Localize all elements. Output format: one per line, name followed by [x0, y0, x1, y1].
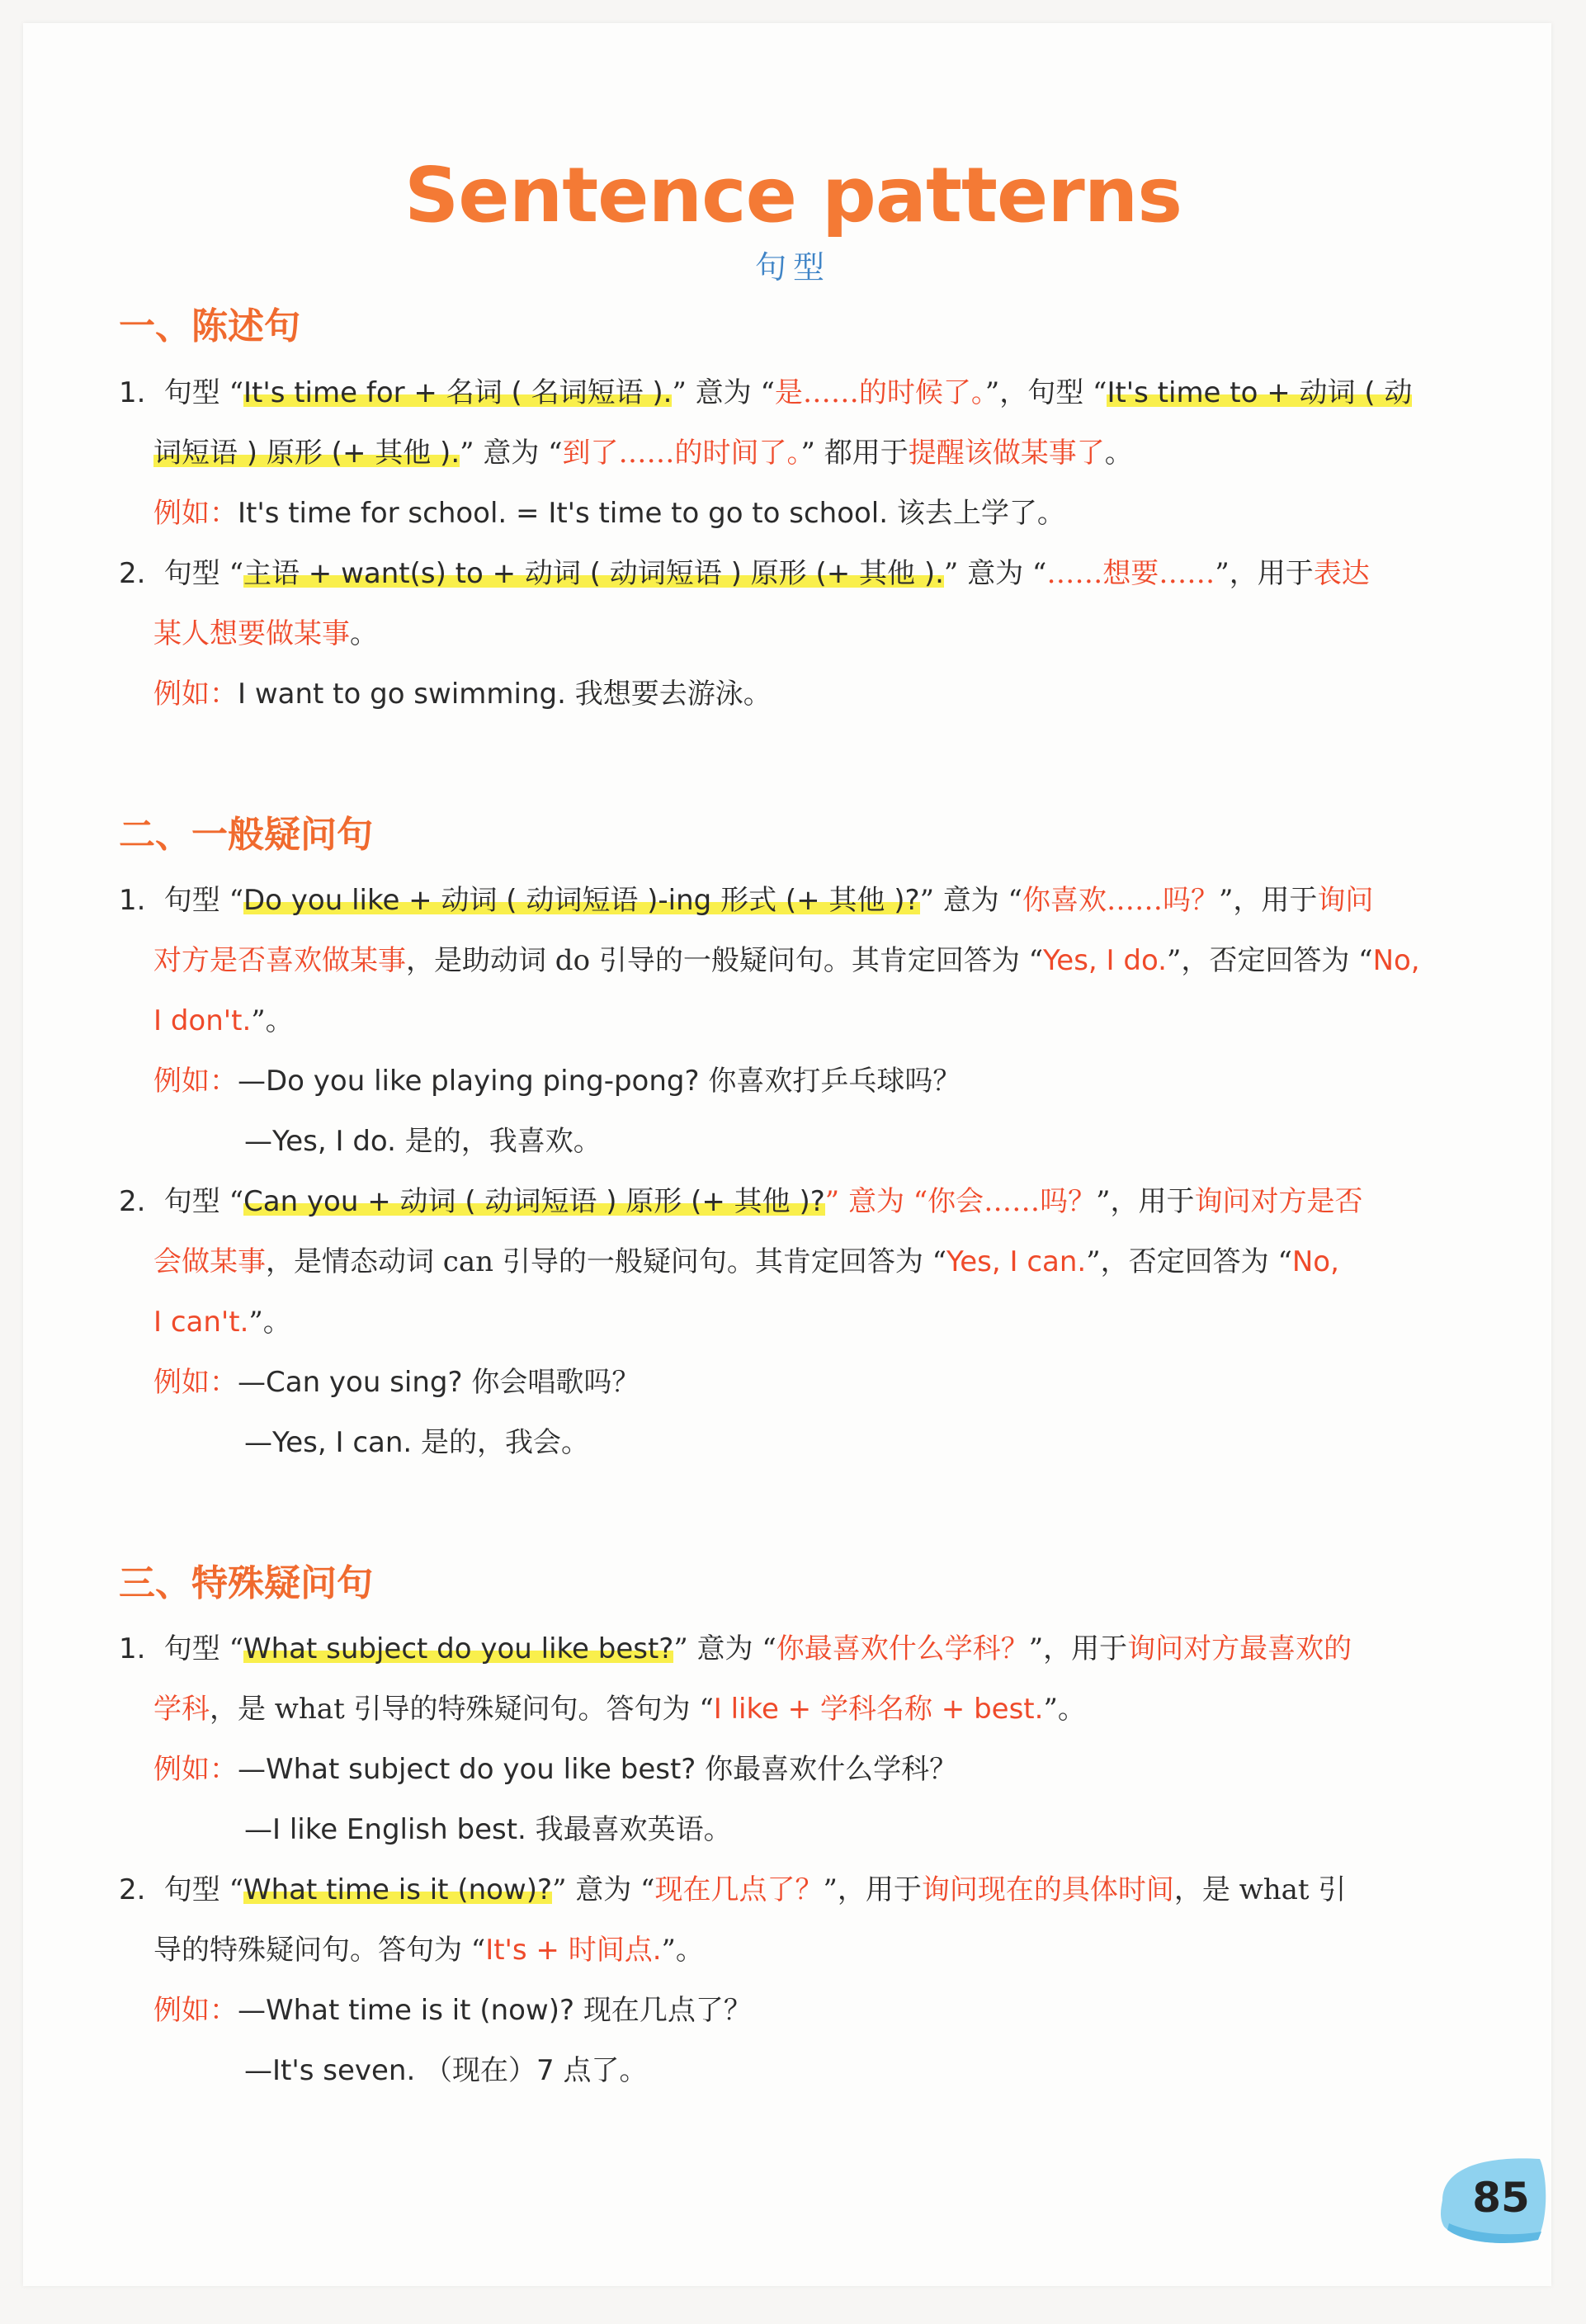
s3-item2-line1: 2. 句型 “What time is it (now)?” 意为 “现在几点了？”，用于询问现在的具体时间，是 what 引: [119, 1873, 1347, 1906]
s3-item1-line1: 1. 句型 “What subject do you like best?” 意为 “你最喜欢什么学科？”，用于询问对方最喜欢的: [119, 1632, 1352, 1665]
page-subtitle: 句型: [754, 249, 831, 286]
s1-item1-line2: 词短语 ) 原形 (+ 其他 ).” 意为 “到了……的时间了。” 都用于提醒该做某事了。: [153, 437, 1133, 470]
s2-item1-example-a: —Yes, I do. 是的，我喜欢。: [244, 1125, 602, 1158]
s2-item2-line2: 会做某事，是情态动词 can 引导的一般疑问句。其肯定回答为 “Yes, I can.”，否定回答为 “No,: [153, 1245, 1339, 1278]
page-number: 85: [1472, 2174, 1530, 2222]
s1-item2-line1: 2. 句型 “主语 + want(s) to + 动词 ( 动词短语 ) 原形 (+ 其他 ).” 意为 “……想要……”，用于表达: [119, 557, 1370, 590]
s3-item1-example-q: 例如：—What subject do you like best? 你最喜欢什么学科？: [153, 1753, 958, 1786]
s3-item1-example-a: —I like English best. 我最喜欢英语。: [244, 1813, 732, 1846]
s1-item2-line2: 某人想要做某事。: [153, 617, 378, 650]
s1-item1-line1: 1. 句型 “It's time for + 名词 ( 名词短语 ).” 意为 “是……的时候了。”，句型 “It's time to + 动词 ( 动: [119, 376, 1413, 409]
s2-item2-line1: 2. 句型 “Can you + 动词 ( 动词短语 ) 原形 (+ 其他 )?” 意为 “你会……吗？”，用于询问对方是否: [119, 1185, 1363, 1218]
s1-item2-example: 例如：I want to go swimming. 我想要去游泳。: [153, 678, 772, 711]
s3-item2-line2: 导的特殊疑问句。答句为 “It's + 时间点.”。: [153, 1934, 704, 1967]
page-title: Sentence patterns: [404, 151, 1182, 239]
s2-item2-line3: I can't.”。: [153, 1306, 291, 1339]
s2-item2-example-q: 例如：—Can you sing? 你会唱歌吗？: [153, 1366, 640, 1399]
page-number-badge: [1433, 2152, 1556, 2248]
s2-item1-line1: 1. 句型 “Do you like + 动词 ( 动词短语 )-ing 形式 (+ 其他 )?” 意为 “你喜欢……吗？”，用于询问: [119, 884, 1374, 917]
section-heading-statements: 一、陈述句: [119, 305, 300, 347]
s2-item1-line3: I don't.”。: [153, 1004, 294, 1037]
s2-item1-example-q: 例如：—Do you like playing ping-pong? 你喜欢打乒乓球吗？: [153, 1065, 961, 1098]
s3-item1-line2: 学科，是 what 引导的特殊疑问句。答句为 “I like + 学科名称 + best.”。: [153, 1693, 1086, 1726]
s3-item2-example-a: —It's seven. （现在）7 点了。: [244, 2054, 648, 2087]
s2-item2-example-a: —Yes, I can. 是的，我会。: [244, 1426, 590, 1459]
s3-item2-example-q: 例如：—What time is it (now)? 现在几点了？: [153, 1994, 752, 2027]
s2-item1-line2: 对方是否喜欢做某事，是助动词 do 引导的一般疑问句。其肯定回答为 “Yes, I do.”，否定回答为 “No,: [153, 944, 1420, 977]
s1-item1-example: 例如：It's time for school. = It's time to go to school. 该去上学了。: [153, 497, 1065, 530]
section-heading-yes-no-questions: 二、一般疑问句: [119, 814, 373, 856]
section-heading-wh-questions: 三、特殊疑问句: [119, 1562, 373, 1604]
